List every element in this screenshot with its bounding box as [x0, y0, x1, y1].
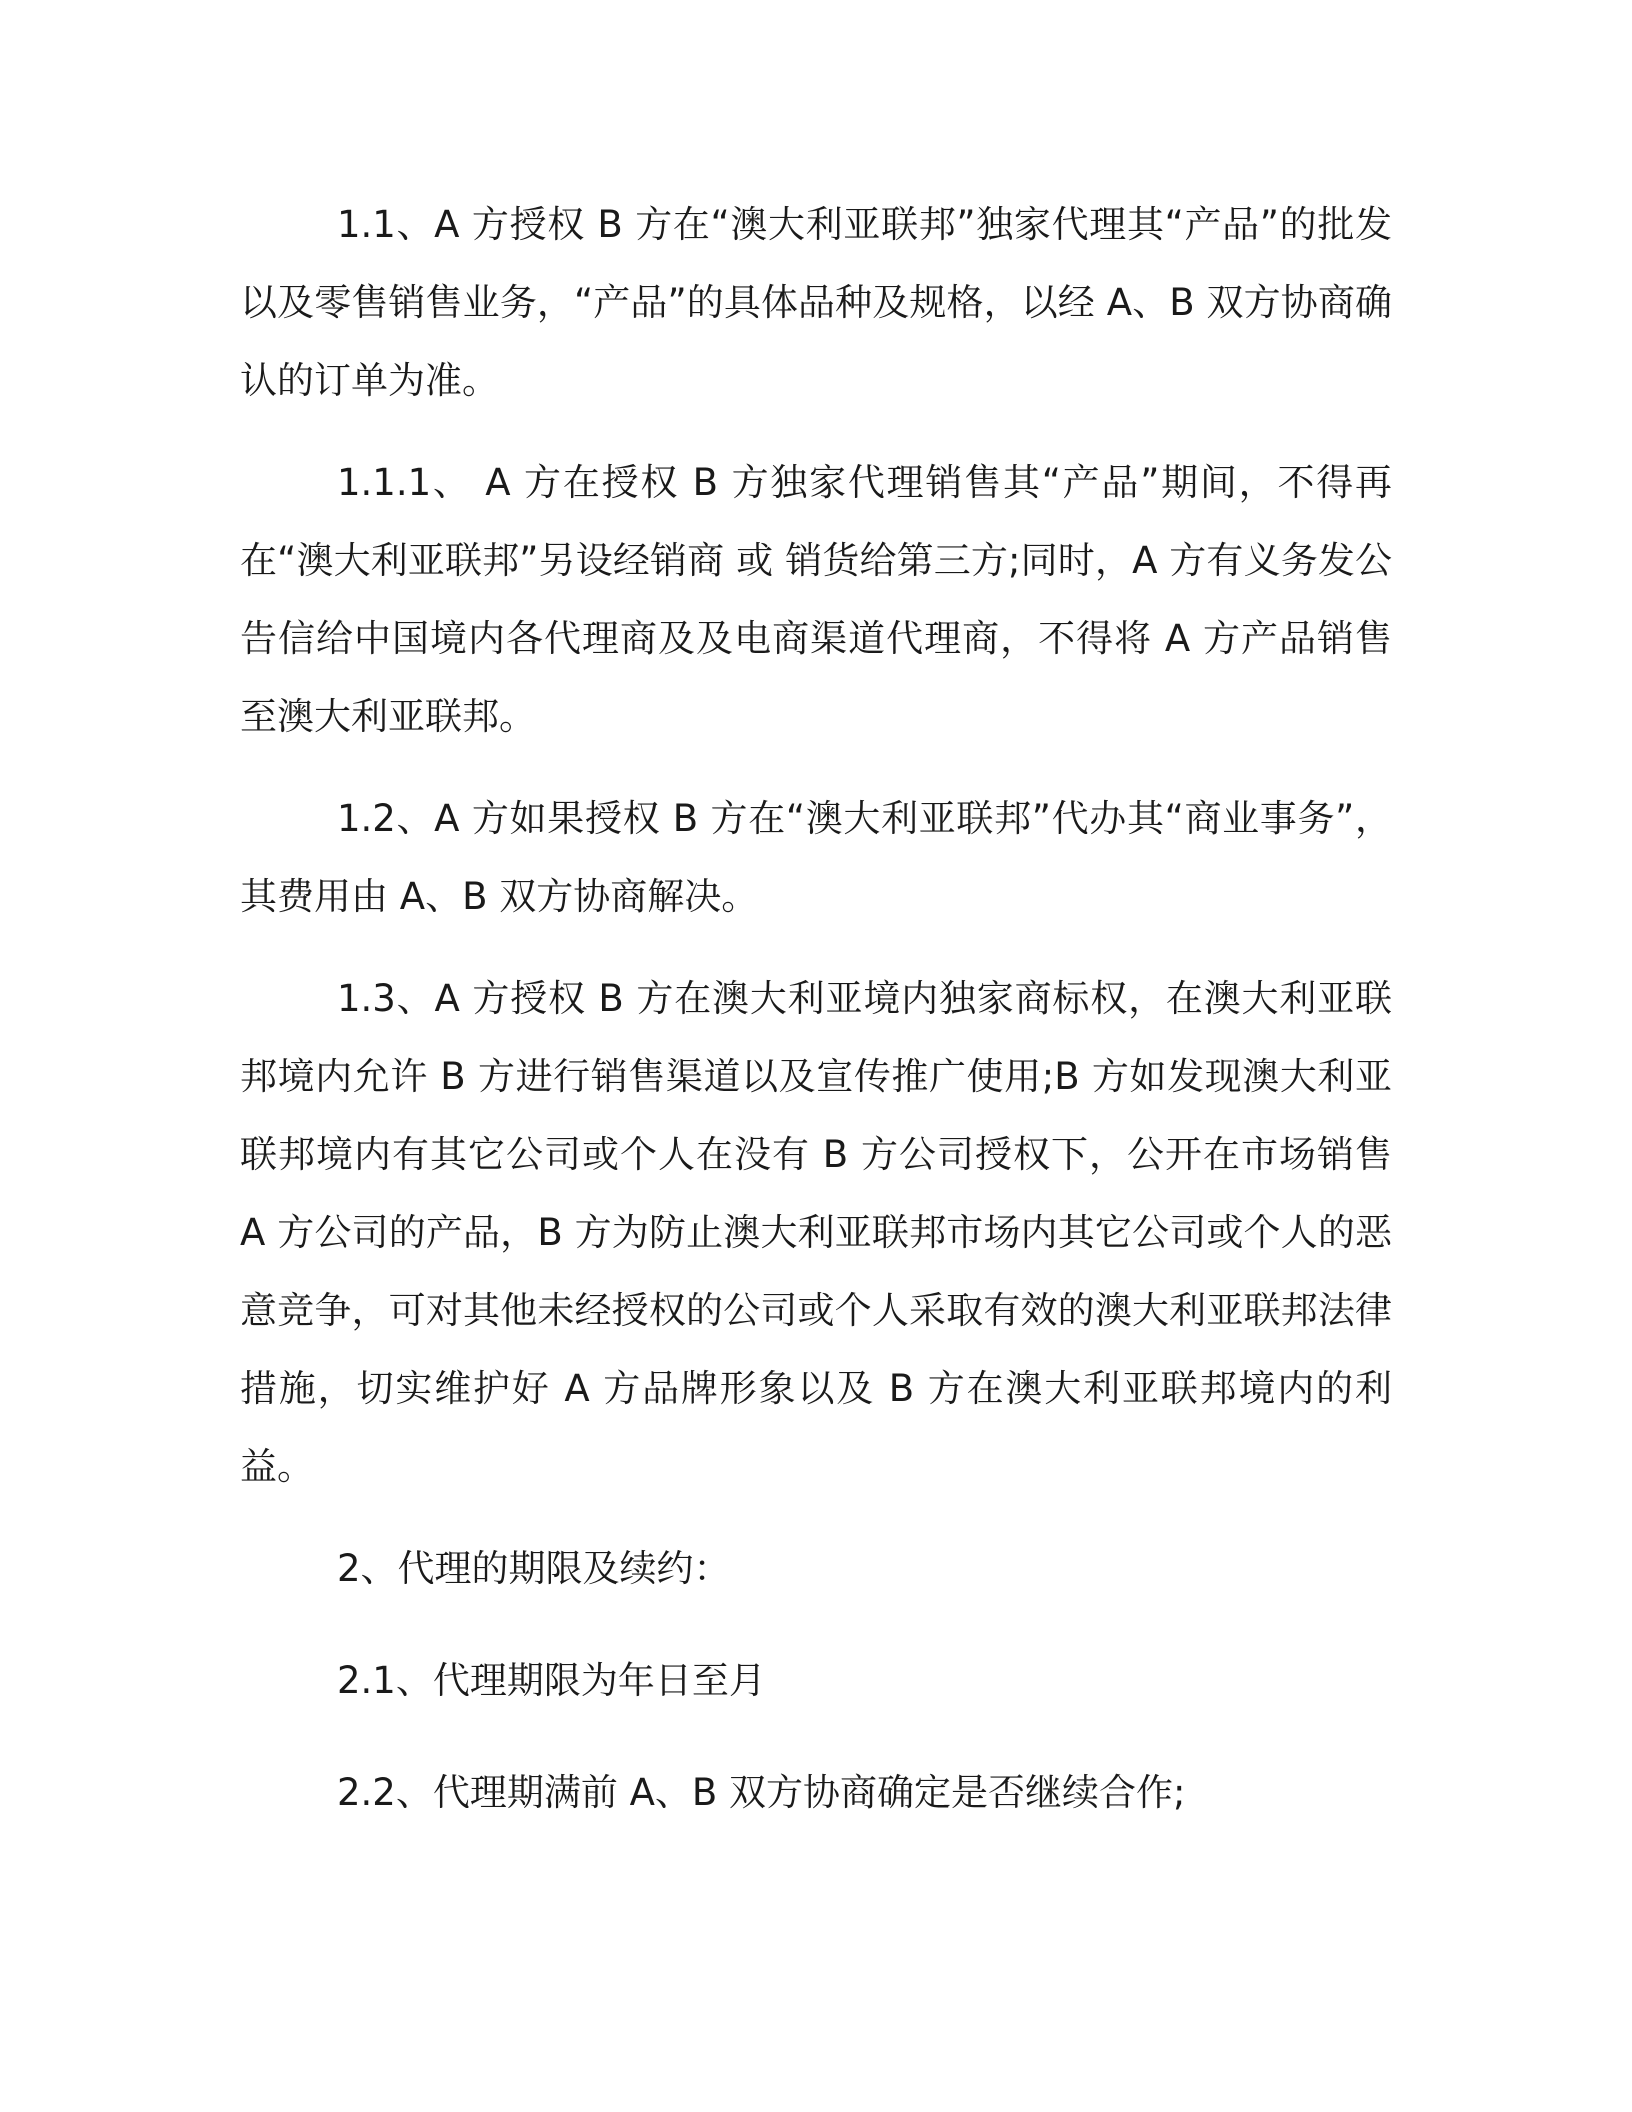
clause-2-2: 2.2、代理期满前 A、B 双方协商确定是否继续合作; [337, 1771, 1186, 1814]
clause-1-1-1: 1.1.1、 A 方在授权 B 方独家代理销售其“产品”期间，不得再在“澳大利亚联邦”另设经销商 或 销货给第三方;同时，A 方有义务发公告信给中国境内各代理商及及电商渠道代理商，不得将 A 方产品销售至澳大利亚联邦。 [240, 461, 1392, 738]
document-body [240, 186, 1392, 1856]
clause-1-3: 1.3、A 方授权 B 方在澳大利亚境内独家商标权，在澳大利亚联邦境内允许 B 方进行销售渠道以及宣传推广使用;B 方如发现澳大利亚联邦境内有其它公司或个人在没有 B 方公司授权下，公开在市场销售 A 方公司的产品，B 方为防止澳大利亚联邦市场内其它公司或个人的恶意竞争，可对其他未经授权的公司或个人采取有效的澳大利亚联邦法律措施，切实维护好 A 方品牌形象以及 B 方在澳大利亚联邦境内的利益。 [240, 977, 1392, 1488]
clause-1-1: 1.1、A 方授权 B 方在“澳大利亚联邦”独家代理其“产品”的批发以及零售销售业务，“产品”的具体品种及规格，以经 A、B 双方协商确认的订单为准。 [240, 203, 1392, 402]
section-2-heading: 2、代理的期限及续约： [337, 1547, 731, 1590]
clause-2-1: 2.1、代理期限为年日至月 [337, 1659, 766, 1702]
clause-1-2: 1.2、A 方如果授权 B 方在“澳大利亚联邦”代办其“商业事务”，其费用由 A、B 双方协商解决。 [240, 797, 1392, 918]
